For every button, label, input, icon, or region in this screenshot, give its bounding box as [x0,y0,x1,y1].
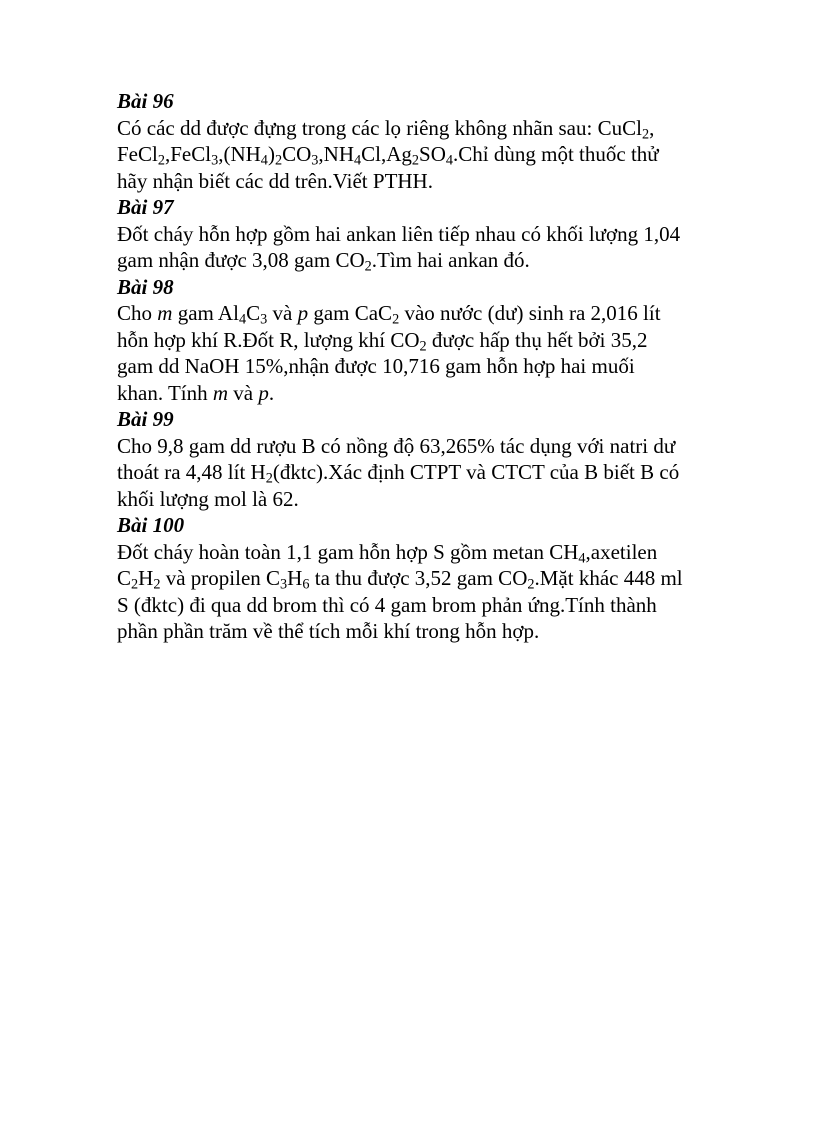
problem-96 [117,88,707,194]
text-line: khối lượng mol là 62. [117,486,299,511]
text-line: $FeCl_2,FeCl_3,(NH_4)_2CO_3,NH_4Cl,Ag_2SO_4.Chỉ$ dùng một thuốc thử [117,142,659,169]
problem-text [117,221,707,274]
text-line: Đốt cháy hoàn toàn 1,1 gam hỗn hợp S gồm metan $CH_4,axetilen$ [117,539,658,567]
problem-text [117,300,707,406]
problem-heading: Bài 98 [117,274,174,299]
text-line: hãy nhận biết các dd trên.Viết PTHH. [117,168,433,193]
text-line: S (đktc) đi qua dd brom thì có 4 gam brom phản ứng.Tính thành [117,592,657,617]
text-line: hỗn hợp khí R.Đốt R, lượng khí $CO_2$ được hấp thụ hết bởi 35,2 [117,327,648,355]
problem-99 [117,406,707,512]
text-line: phần phần trăm về thể tích mỗi khí trong hỗn hợp. [117,619,540,643]
problem-98 [117,274,707,407]
document-page [117,88,707,645]
text-line: khan. Tính m và p. [117,380,275,405]
problem-heading: Bài 99 [117,407,174,431]
problem-heading: Bài 97 [117,195,174,219]
text-line: thoát ra 4,48 lít $H_2(đktc).Xác$ định CTPT và CTCT của B biết B có [117,460,680,487]
problem-heading: Bài 100 [117,513,185,537]
problem-heading: Bài 96 [117,89,174,113]
problem-text [117,115,707,195]
text-line: gam dd NaOH 15%,nhận được 10,716 gam hỗn hợp hai muối [117,354,635,378]
problem-100 [117,512,707,645]
text-line: Cho 9,8 gam dd rượu B có nồng độ 63,265% tác dụng với natri dư [117,433,676,458]
text-line: Đốt cháy hỗn hợp gồm hai ankan liên tiếp nhau có khối lượng 1,04 [117,221,681,246]
problem-text [117,433,707,513]
problem-text [117,539,707,645]
text-line: Cho m gam $Al_4C_3$ và p gam CaC$_2$ vào nước (dư) sinh ra 2,016 lít [117,301,661,328]
text-line: gam nhận được 3,08 gam $CO_2.Tìm$ hai ankan đó. [117,248,530,275]
text-line: $C_2H_2$ và propilen $C_3H_6$ ta thu được 3,52 gam $CO_2.Mặt$ khác 448 ml [117,566,683,593]
text-line: Có các dd được đựng trong các lọ riêng không nhãn sau: CuCl$_2$, [117,115,655,143]
problem-97 [117,194,707,274]
